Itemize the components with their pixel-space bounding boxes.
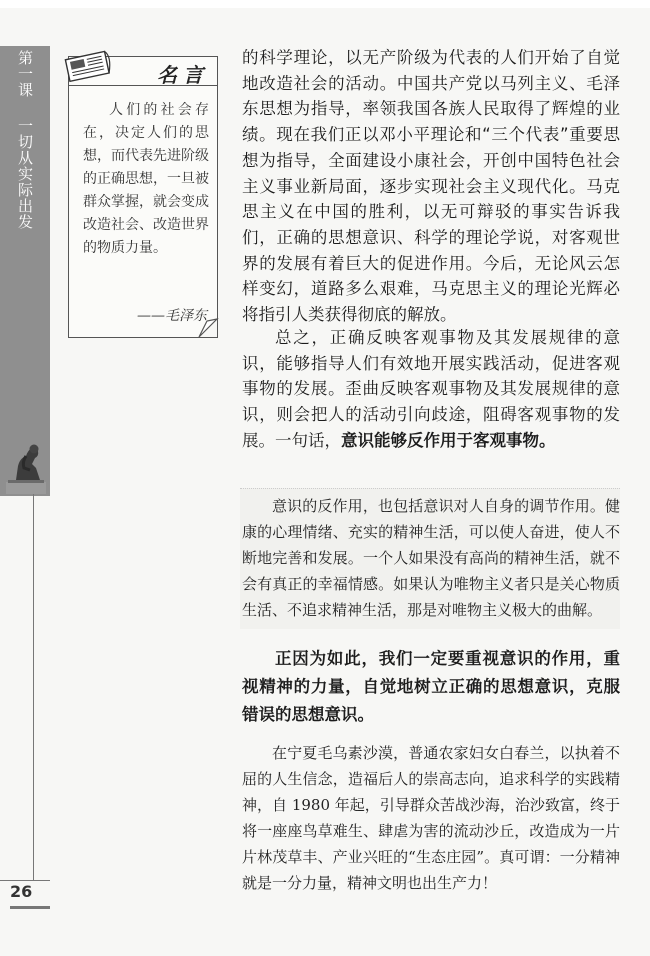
paragraph-2-conclusion: 意识能够反作用于客观事物。 [341, 430, 556, 450]
margin-bottom-rule [0, 880, 50, 881]
page-curl-icon [197, 317, 219, 339]
chapter-label: 第一课 [16, 50, 34, 98]
page-top-edge [0, 0, 650, 8]
thinker-statue-icon [2, 436, 50, 494]
emphasis-paragraph: 正因为如此，我们一定要重视意识的作用，重视精神的力量，自觉地树立正确的思想意识，克服错误的思想意识。 [242, 649, 620, 724]
page-number: 26 [10, 882, 50, 909]
body-paragraph-2 [242, 325, 620, 454]
body-paragraph-1: 的科学理论，以无产阶级为代表的人们开始了自觉地改造社会的活动。中国共产党以马列主义、毛泽东思想为指导，率领我国各族人民取得了辉煌的业绩。现在我们正以邓小平理论和“三个代表”重要思想为指导，全面建设小康社会，开创中国特色社会主义事业新局面，逐步实现社会主义现代化。马克思主义在中国的胜利，以无可辩驳的事实告诉我们，正确的思想意识、科学的理论学说，对客观世界的发展有着巨大的促进作用。今后，无论风云怎样变幻，道路多么艰难，马克思主义的理论光辉必将指引人类获得彻底的解放。 [242, 48, 620, 325]
paragraph-2-text: 总之，正确反映客观事物及其发展规律的意识，能够指导人们有效地开展实践活动，促进客观事物的发展。歪曲反映客观事物及其发展规律的意识，则会把人的活动引向歧途，阻碍客观事物的发展。一句话， [242, 328, 620, 450]
example-paragraph: 在宁夏毛乌素沙漠，普通农家妇女白春兰，以执着不屈的人生信念，造福后人的崇高志向，追求科学的实践精神，自 1980 年起，引导群众苦战沙海，治沙致富，终于将一座座鸟草难生、肆虐为害的流动沙丘，改造成为一片片林茂草丰、产业兴旺的“生态庄园”。真可谓：一分精神就是一分力量，精神文明也出生产力！ [242, 744, 620, 892]
chapter-side-strip [0, 46, 50, 496]
margin-rule [33, 494, 34, 880]
famous-quote-box [68, 56, 218, 338]
quote-header [69, 57, 217, 86]
newspaper-icon [61, 47, 117, 83]
chapter-title: 一切从实际出发 [16, 118, 34, 230]
quote-heading: 名言 [157, 63, 209, 87]
quote-text: 人们的社会存在，决定人们的思想，而代表先进阶级的正确思想，一旦被群众掌握，就会变成改造社会、改造世界的物质力量。 [83, 102, 209, 256]
extended-reading-paragraph: 意识的反作用，也包括意识对人自身的调节作用。健康的心理情绪、充实的精神生活，可以使人奋进，使人不断地完善和发展。一个人如果没有高尚的精神生活，就不会有真正的幸福情感。如果认为唯物主义者只是关心物质生活、不追求精神生活，那是对唯物主义极大的曲解。 [242, 497, 620, 619]
quote-author: ——毛泽东 [137, 308, 207, 324]
